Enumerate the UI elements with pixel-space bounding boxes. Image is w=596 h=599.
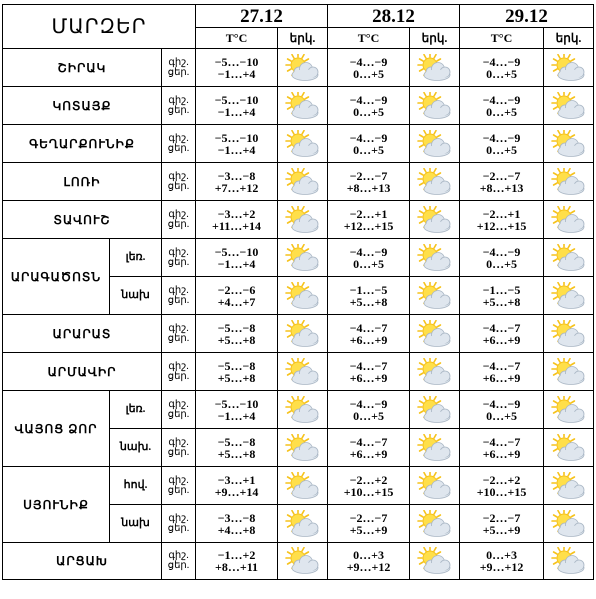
day-temperature: +4…+7 <box>217 294 256 309</box>
day-temperature: +6…+9 <box>349 370 388 385</box>
period-labels <box>162 315 196 353</box>
sky-cell <box>544 429 594 467</box>
night-temperature: −4…−9 <box>482 92 521 107</box>
partly-cloudy-sun-icon <box>285 206 321 234</box>
night-temperature: −3…−8 <box>217 510 256 525</box>
period-labels <box>162 353 196 391</box>
region-name: ԱՐՄԱՎԻՐ <box>3 353 162 391</box>
day-temperature: 0…+5 <box>486 66 517 81</box>
region-name: ՍՅՈՒՆԻՔ <box>3 467 110 543</box>
day-temperature: −1…+4 <box>217 66 256 81</box>
header-row-dates <box>3 5 594 28</box>
sky-cell <box>544 201 594 239</box>
sky-cell <box>410 277 460 315</box>
night-temperature: −4…−9 <box>349 244 388 259</box>
night-temperature: 0…+3 <box>353 548 384 562</box>
day-temperature: 0…+5 <box>353 66 384 81</box>
partly-cloudy-sun-icon <box>417 358 453 386</box>
partly-cloudy-sun-icon <box>285 510 321 538</box>
partly-cloudy-sun-icon <box>285 244 321 272</box>
date-header-2: 28.12 <box>328 5 460 28</box>
night-label: գիշ. <box>168 512 189 524</box>
temperature-cell <box>196 277 278 315</box>
night-temperature: −5…−10 <box>214 244 259 259</box>
temperature-cell <box>328 201 410 239</box>
temperature-cell <box>328 429 410 467</box>
day-label: ցեր. <box>167 104 190 116</box>
night-label: գիշ. <box>168 208 189 220</box>
region-name: ԱՐՑԱԽ <box>3 543 162 580</box>
night-label: գիշ. <box>168 322 189 334</box>
sky-cell <box>278 429 328 467</box>
sky-cell <box>410 315 460 353</box>
period-labels <box>162 239 196 277</box>
table-row <box>3 163 594 201</box>
partly-cloudy-sun-icon <box>417 206 453 234</box>
sky-cell <box>544 49 594 87</box>
period-labels <box>162 543 196 580</box>
night-temperature: −3…−8 <box>217 168 256 183</box>
temperature-cell <box>328 315 410 353</box>
day-label: ցեր. <box>167 294 190 306</box>
sky-cell <box>278 467 328 505</box>
partly-cloudy-sun-icon <box>285 434 321 462</box>
day-temperature: 0…+5 <box>486 408 517 423</box>
night-temperature: −4…−9 <box>349 92 388 107</box>
night-label: գիշ. <box>168 94 189 106</box>
temperature-cell <box>196 163 278 201</box>
temp-column-header: T°C <box>328 28 410 49</box>
region-name: ԳԵՂԱՐՔՈՒՆԻՔ <box>3 125 162 163</box>
temperature-cell <box>328 125 410 163</box>
partly-cloudy-sun-icon <box>417 396 453 424</box>
day-label: ցեր. <box>167 370 190 382</box>
night-temperature: −4…−7 <box>482 434 521 449</box>
sky-cell <box>410 429 460 467</box>
partly-cloudy-sun-icon <box>417 92 453 120</box>
period-labels <box>162 201 196 239</box>
subregion-name: լեռ. <box>110 391 162 429</box>
table-row <box>3 239 594 277</box>
night-temperature: −3…+1 <box>217 472 256 487</box>
temperature-cell <box>328 543 410 580</box>
period-labels <box>162 429 196 467</box>
night-temperature: −2…+1 <box>482 206 521 221</box>
day-temperature: +6…+9 <box>349 332 388 347</box>
period-labels <box>162 391 196 429</box>
date-header-3: 29.12 <box>460 5 594 28</box>
temperature-cell <box>460 87 544 125</box>
night-temperature: −5…−10 <box>214 54 259 69</box>
day-temperature: +7…+12 <box>214 180 259 195</box>
temperature-cell <box>196 467 278 505</box>
night-label: գիշ. <box>168 550 189 561</box>
sky-cell <box>278 239 328 277</box>
day-label: ցեր. <box>167 256 190 268</box>
day-temperature: +5…+9 <box>349 522 388 537</box>
night-temperature: −3…+2 <box>217 206 256 221</box>
temp-column-header: T°C <box>196 28 278 49</box>
region-name: ԱՐԱԳԱԾՈՏՆ <box>3 239 110 315</box>
day-temperature: +11…+14 <box>212 218 262 233</box>
day-temperature: +12…+15 <box>476 218 527 233</box>
day-temperature: +8…+11 <box>215 560 259 574</box>
night-temperature: −5…−10 <box>214 92 259 107</box>
temperature-cell <box>460 315 544 353</box>
partly-cloudy-sun-icon <box>285 472 321 500</box>
partly-cloudy-sun-icon <box>285 320 321 348</box>
partly-cloudy-sun-icon <box>417 54 453 82</box>
sky-cell <box>278 277 328 315</box>
partly-cloudy-sun-icon <box>417 244 453 272</box>
day-label: ցեր. <box>167 142 190 154</box>
period-labels <box>162 87 196 125</box>
night-temperature: −4…−7 <box>349 320 388 335</box>
sky-cell <box>410 467 460 505</box>
temperature-cell <box>196 543 278 580</box>
table-row <box>3 49 594 87</box>
sky-cell <box>410 49 460 87</box>
temperature-cell <box>328 467 410 505</box>
table-row <box>3 315 594 353</box>
partly-cloudy-sun-icon <box>285 282 321 310</box>
night-temperature: −4…−9 <box>349 130 388 145</box>
day-temperature: +6…+9 <box>349 446 388 461</box>
temperature-cell <box>460 49 544 87</box>
night-temperature: −4…−7 <box>482 358 521 373</box>
sky-cell <box>544 391 594 429</box>
day-temperature: +5…+8 <box>217 370 256 385</box>
night-temperature: −5…−8 <box>217 358 256 373</box>
sky-column-header: երկ. <box>278 28 328 49</box>
sky-cell <box>278 201 328 239</box>
period-labels <box>162 277 196 315</box>
temperature-cell <box>196 505 278 543</box>
period-labels <box>162 163 196 201</box>
day-temperature: +12…+15 <box>343 218 394 233</box>
table-row <box>3 201 594 239</box>
partly-cloudy-sun-icon <box>285 54 321 82</box>
sky-cell <box>278 353 328 391</box>
day-temperature: +6…+9 <box>482 370 521 385</box>
partly-cloudy-sun-icon <box>551 396 587 424</box>
partly-cloudy-sun-icon <box>551 282 587 310</box>
night-temperature: −4…−9 <box>349 396 388 411</box>
day-temperature: +10…+15 <box>476 484 527 499</box>
day-label: ցեր. <box>167 408 190 420</box>
temperature-cell <box>196 125 278 163</box>
sky-cell <box>544 277 594 315</box>
night-temperature: −2…+2 <box>482 472 521 487</box>
partly-cloudy-sun-icon <box>551 54 587 82</box>
day-temperature: +5…+8 <box>482 294 521 309</box>
table-row <box>3 125 594 163</box>
temperature-cell <box>196 391 278 429</box>
subregion-name: նախ <box>110 505 162 543</box>
sky-column-header: երկ. <box>410 28 460 49</box>
day-label: ցեր. <box>167 66 190 78</box>
day-temperature: +5…+9 <box>482 522 521 537</box>
night-temperature: −4…−9 <box>482 396 521 411</box>
sky-cell <box>544 353 594 391</box>
night-temperature: −4…−9 <box>482 244 521 259</box>
temperature-cell <box>460 391 544 429</box>
temperature-cell <box>328 163 410 201</box>
forecast-table <box>2 4 594 580</box>
night-temperature: −2…−7 <box>349 510 388 525</box>
day-label: ցեր. <box>167 560 190 571</box>
day-temperature: −1…+4 <box>217 408 256 423</box>
temperature-cell <box>460 467 544 505</box>
partly-cloudy-sun-icon <box>417 547 453 575</box>
sky-cell <box>544 505 594 543</box>
table-title: ՄԱՐԶԵՐ <box>3 5 196 49</box>
sky-cell <box>544 163 594 201</box>
day-temperature: +4…+8 <box>217 522 256 537</box>
night-temperature: −1…−5 <box>482 282 521 297</box>
partly-cloudy-sun-icon <box>551 206 587 234</box>
sky-cell <box>410 239 460 277</box>
partly-cloudy-sun-icon <box>417 130 453 158</box>
day-temperature: −1…+4 <box>217 256 256 271</box>
partly-cloudy-sun-icon <box>417 320 453 348</box>
partly-cloudy-sun-icon <box>551 168 587 196</box>
temperature-cell <box>460 429 544 467</box>
region-name: ԿՈՏԱՅՔ <box>3 87 162 125</box>
temperature-cell <box>328 505 410 543</box>
sky-cell <box>410 353 460 391</box>
night-temperature: −4…−7 <box>349 358 388 373</box>
partly-cloudy-sun-icon <box>285 168 321 196</box>
night-temperature: −1…−5 <box>349 282 388 297</box>
partly-cloudy-sun-icon <box>285 547 321 575</box>
temp-column-header: T°C <box>460 28 544 49</box>
day-temperature: +10…+15 <box>343 484 394 499</box>
day-temperature: +9…+14 <box>214 484 259 499</box>
night-temperature: −5…−8 <box>217 434 256 449</box>
partly-cloudy-sun-icon <box>417 510 453 538</box>
temperature-cell <box>460 505 544 543</box>
partly-cloudy-sun-icon <box>417 472 453 500</box>
partly-cloudy-sun-icon <box>417 434 453 462</box>
night-label: գիշ. <box>168 170 189 182</box>
day-temperature: 0…+5 <box>353 256 384 271</box>
partly-cloudy-sun-icon <box>285 358 321 386</box>
day-temperature: +5…+8 <box>217 446 256 461</box>
temperature-cell <box>196 353 278 391</box>
sky-cell <box>544 125 594 163</box>
table-row <box>3 87 594 125</box>
day-temperature: −1…+4 <box>217 142 256 157</box>
sky-column-header: երկ. <box>544 28 594 49</box>
day-temperature: 0…+5 <box>353 104 384 119</box>
night-temperature: −4…−9 <box>349 54 388 69</box>
partly-cloudy-sun-icon <box>417 282 453 310</box>
sky-cell <box>544 543 594 580</box>
night-label: գիշ. <box>168 360 189 372</box>
sky-cell <box>278 49 328 87</box>
sky-cell <box>410 201 460 239</box>
partly-cloudy-sun-icon <box>551 472 587 500</box>
temperature-cell <box>196 239 278 277</box>
partly-cloudy-sun-icon <box>551 434 587 462</box>
day-label: ցեր. <box>167 332 190 344</box>
sky-cell <box>544 315 594 353</box>
day-temperature: 0…+5 <box>353 142 384 157</box>
day-label: ցեր. <box>167 484 190 496</box>
day-temperature: +8…+13 <box>479 180 524 195</box>
day-temperature: +6…+9 <box>482 446 521 461</box>
region-name: ԱՐԱՐԱՏ <box>3 315 162 353</box>
sky-cell <box>278 391 328 429</box>
period-labels <box>162 505 196 543</box>
night-temperature: −2…+1 <box>349 206 388 221</box>
temperature-cell <box>460 125 544 163</box>
temperature-cell <box>328 49 410 87</box>
temperature-cell <box>196 49 278 87</box>
day-temperature: 0…+5 <box>486 256 517 271</box>
sky-cell <box>410 87 460 125</box>
temperature-cell <box>328 87 410 125</box>
night-temperature: −2…−7 <box>482 510 521 525</box>
night-temperature: −2…−7 <box>349 168 388 183</box>
temperature-cell <box>196 429 278 467</box>
night-temperature: −2…−6 <box>217 282 256 297</box>
sky-cell <box>410 163 460 201</box>
temperature-cell <box>460 543 544 580</box>
day-temperature: 0…+5 <box>486 142 517 157</box>
region-name: ԼՈՌԻ <box>3 163 162 201</box>
sky-cell <box>410 391 460 429</box>
day-temperature: +6…+9 <box>482 332 521 347</box>
night-temperature: −4…−7 <box>349 434 388 449</box>
temperature-cell <box>196 201 278 239</box>
night-label: գիշ. <box>168 398 189 410</box>
night-temperature: −2…−7 <box>482 168 521 183</box>
day-label: ցեր. <box>167 218 190 230</box>
partly-cloudy-sun-icon <box>417 168 453 196</box>
table-row <box>3 543 594 580</box>
temperature-cell <box>328 353 410 391</box>
subregion-name: լեռ. <box>110 239 162 277</box>
partly-cloudy-sun-icon <box>285 396 321 424</box>
period-labels <box>162 49 196 87</box>
night-temperature: −4…−9 <box>482 130 521 145</box>
night-temperature: −5…−10 <box>214 130 259 145</box>
date-header-1: 27.12 <box>196 5 328 28</box>
period-labels <box>162 125 196 163</box>
sky-cell <box>410 125 460 163</box>
day-temperature: +8…+13 <box>346 180 391 195</box>
sky-cell <box>410 543 460 580</box>
temperature-cell <box>196 87 278 125</box>
partly-cloudy-sun-icon <box>551 320 587 348</box>
table-row <box>3 353 594 391</box>
temperature-cell <box>328 391 410 429</box>
night-temperature: −1…+2 <box>217 548 256 562</box>
partly-cloudy-sun-icon <box>551 130 587 158</box>
partly-cloudy-sun-icon <box>551 510 587 538</box>
temperature-cell <box>460 201 544 239</box>
region-name: ՇԻՐԱԿ <box>3 49 162 87</box>
temperature-cell <box>460 353 544 391</box>
sky-cell <box>278 87 328 125</box>
night-temperature: −2…+2 <box>349 472 388 487</box>
partly-cloudy-sun-icon <box>551 244 587 272</box>
temperature-cell <box>460 163 544 201</box>
night-label: գիշ. <box>168 474 189 486</box>
sky-cell <box>544 87 594 125</box>
sky-cell <box>278 163 328 201</box>
temperature-cell <box>460 277 544 315</box>
day-temperature: 0…+5 <box>353 408 384 423</box>
night-temperature: −5…−8 <box>217 320 256 335</box>
temperature-cell <box>460 239 544 277</box>
region-name: ՎԱՅՈՑ ՁՈՐ <box>3 391 110 467</box>
day-temperature: −1…+4 <box>217 104 256 119</box>
night-label: գիշ. <box>168 132 189 144</box>
day-temperature: +9…+12 <box>346 560 391 574</box>
subregion-name: նախ <box>110 277 162 315</box>
partly-cloudy-sun-icon <box>285 92 321 120</box>
sky-cell <box>410 505 460 543</box>
sky-cell <box>544 467 594 505</box>
night-label: գիշ. <box>168 436 189 448</box>
period-labels <box>162 467 196 505</box>
table-row <box>3 467 594 505</box>
sky-cell <box>544 239 594 277</box>
partly-cloudy-sun-icon <box>551 358 587 386</box>
day-label: ցեր. <box>167 180 190 192</box>
night-temperature: 0…+3 <box>486 548 517 562</box>
night-label: գիշ. <box>168 56 189 68</box>
partly-cloudy-sun-icon <box>551 92 587 120</box>
temperature-cell <box>328 239 410 277</box>
day-temperature: 0…+5 <box>486 104 517 119</box>
day-temperature: +9…+12 <box>479 560 524 574</box>
night-temperature: −5…−10 <box>214 396 259 411</box>
day-label: ցեր. <box>167 522 190 534</box>
sky-cell <box>278 543 328 580</box>
sky-cell <box>278 125 328 163</box>
partly-cloudy-sun-icon <box>285 130 321 158</box>
partly-cloudy-sun-icon <box>551 547 587 575</box>
day-label: ցեր. <box>167 446 190 458</box>
subregion-name: հով. <box>110 467 162 505</box>
day-temperature: +5…+8 <box>217 332 256 347</box>
night-label: գիշ. <box>168 284 189 296</box>
night-label: գիշ. <box>168 246 189 258</box>
subregion-name: նախ. <box>110 429 162 467</box>
night-temperature: −4…−9 <box>482 54 521 69</box>
night-temperature: −4…−7 <box>482 320 521 335</box>
table-row <box>3 391 594 429</box>
sky-cell <box>278 505 328 543</box>
sky-cell <box>278 315 328 353</box>
temperature-cell <box>196 315 278 353</box>
temperature-cell <box>328 277 410 315</box>
day-temperature: +5…+8 <box>349 294 388 309</box>
region-name: ՏԱՎՈՒՇ <box>3 201 162 239</box>
